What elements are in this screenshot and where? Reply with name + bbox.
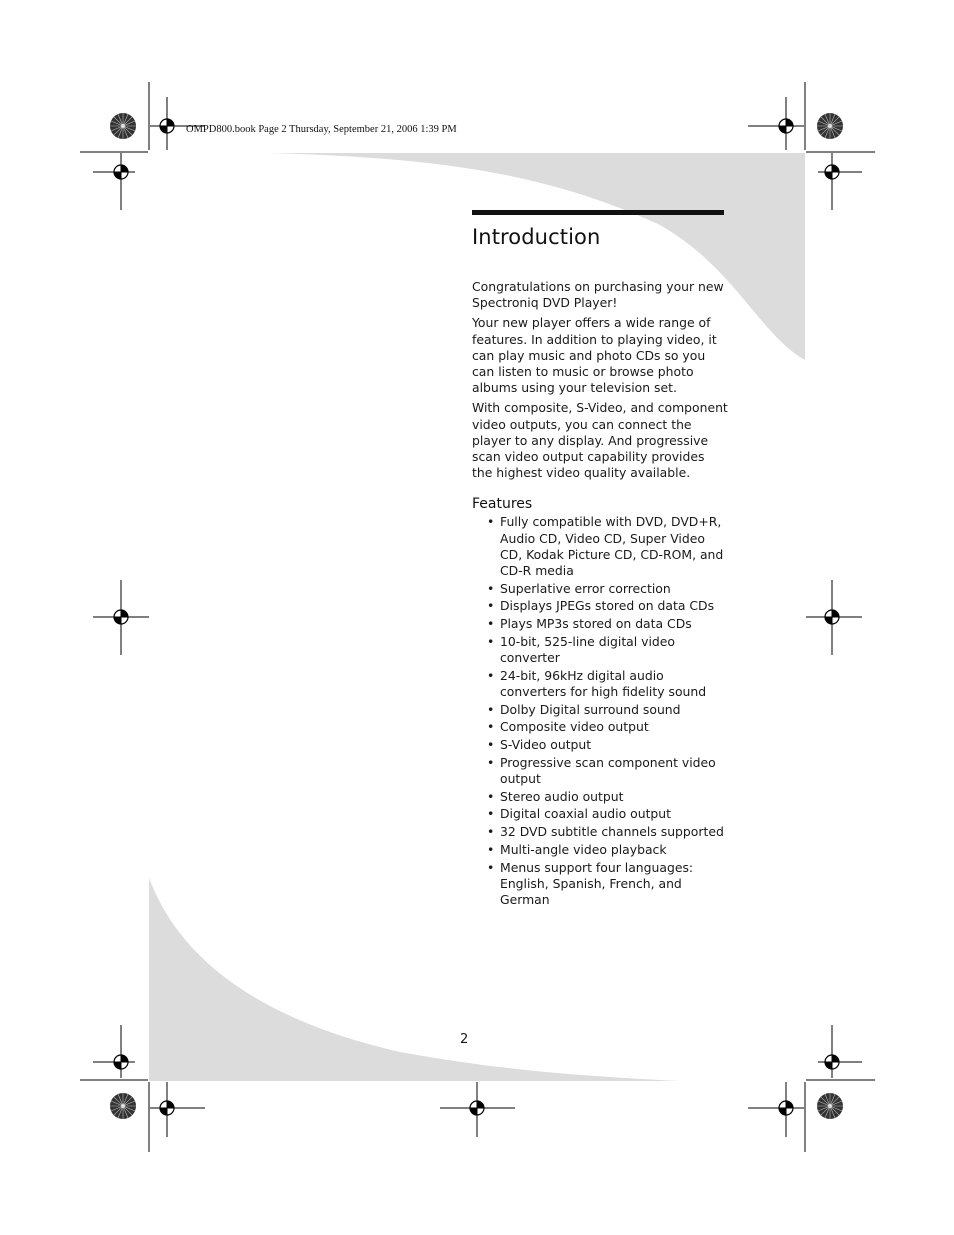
feature-item: • 10-bit, 525-line digital video converter	[472, 634, 728, 666]
intro-paragraph: Your new player offers a wide range of features. In addition to playing video, it can play music and photo CDs so you can listen to music or browse photo albums using your television set.	[472, 315, 717, 396]
main-content	[472, 210, 728, 910]
feature-item: • Plays MP3s stored on data CDs	[472, 616, 728, 632]
feature-item: • Displays JPEGs stored on data CDs	[472, 598, 728, 614]
page-title: Introduction	[472, 225, 601, 249]
feature-item: • 32 DVD subtitle channels supported	[472, 824, 728, 840]
page-number: 2	[460, 1032, 469, 1047]
feature-item: • Stereo audio output	[472, 789, 728, 805]
feature-item: • Multi-angle video playback	[472, 842, 728, 858]
feature-item: • Dolby Digital surround sound	[472, 702, 728, 718]
feature-item: • Menus support four languages: English, Spanish, French, and German	[472, 860, 728, 909]
feature-item: • 24-bit, 96kHz digital audio converters for high fidelity sound	[472, 668, 728, 700]
title-rule	[472, 210, 724, 215]
print-slug: OMPD800.book Page 2 Thursday, September 21, 2006 1:39 PM	[186, 124, 457, 135]
features-heading: Features	[472, 496, 533, 513]
features-list	[472, 514, 728, 908]
feature-item: • S-Video output	[472, 737, 728, 753]
feature-item: • Fully compatible with DVD, DVD+R, Audio CD, Video CD, Super Video CD, Kodak Picture CD, CD-ROM, and CD-R media	[472, 514, 728, 579]
intro-paragraph: Congratulations on purchasing your new Spectroniq DVD Player!	[472, 279, 724, 311]
intro-text	[472, 279, 728, 481]
feature-item: • Superlative error correction	[472, 581, 728, 597]
feature-item: • Progressive scan component video output	[472, 755, 728, 787]
feature-item: • Composite video output	[472, 719, 728, 735]
intro-paragraph: With composite, S-Video, and component video outputs, you can connect the player to any display. And progressive scan video output capability provides the highest video quality available.	[472, 400, 728, 481]
feature-item: • Digital coaxial audio output	[472, 806, 728, 822]
